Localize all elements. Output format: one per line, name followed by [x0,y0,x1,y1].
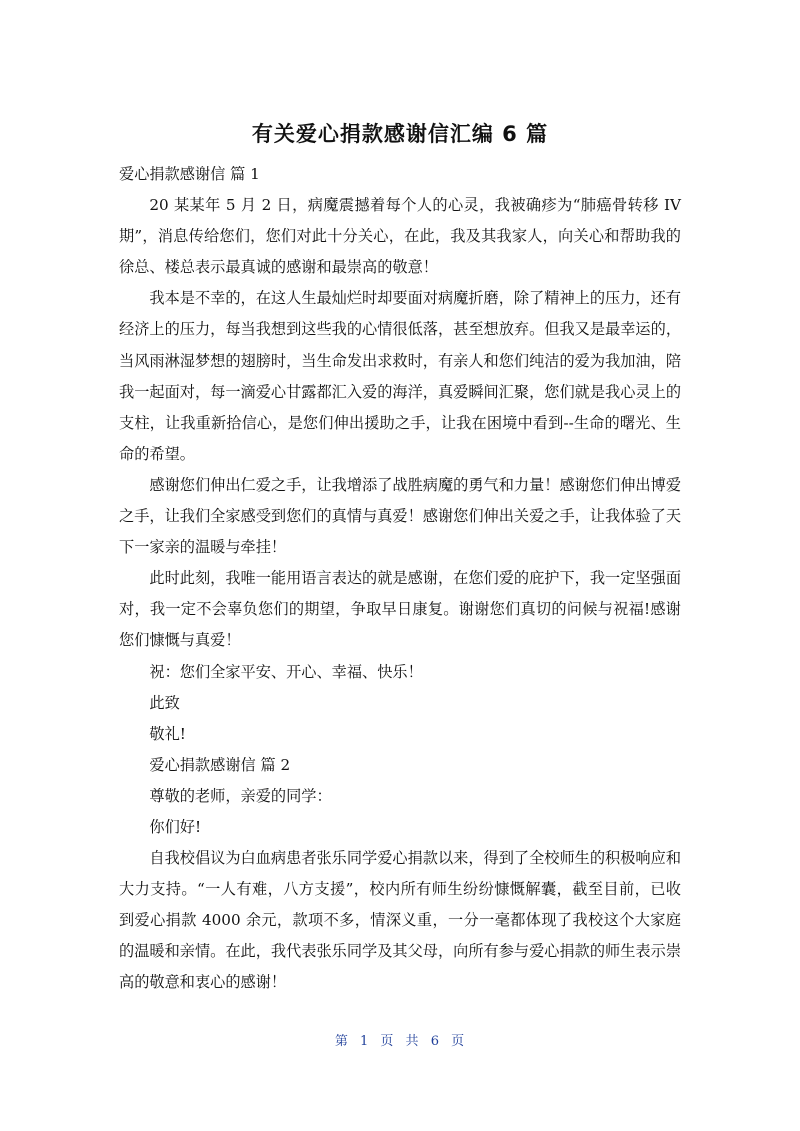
body-paragraph: 感谢您们伸出仁爱之手，让我增添了战胜病魔的勇气和力量！感谢您们伸出博爱之手，让我们全家感受到您们的真情与真爱！感谢您们伸出关爱之手，让我体验了天下一家亲的温暖与牵挂！ [119,475,681,557]
page-footer: 第 1 页 共 6 页 [334,1034,466,1049]
body-paragraph: 自我校倡议为白血病患者张乐同学爱心捐款以来，得到了全校师生的积极响应和大力支持。“一人有难，八方支援”，校内所有师生纷纷慷慨解囊，截至目前，已收到爱心捐款 4000 余元，款项不多，情深义重，一分一毫都体现了我校这个大家庭的温暖和亲情。在此，我代表张乐同学及其父母，向所有参与爱心捐款的师生表示崇高的敬意和衷心的感谢！ [119,849,681,992]
document-title: 有关爱心捐款感谢信汇编 6 篇 [251,122,549,146]
body-paragraph: 爱心捐款感谢信 篇 2 [149,755,291,774]
document-body [119,159,681,999]
body-paragraph: 尊敬的老师，亲爱的同学： [149,786,332,805]
body-paragraph: 我本是不幸的，在这人生最灿烂时却要面对病魔折磨，除了精神上的压力，还有经济上的压力，每当我想到这些我的心情很低落，甚至想放弃。但我又是最幸运的，当风雨淋湿梦想的翅膀时，当生命发出求救时，有亲人和您们纯洁的爱为我加油，陪我一起面对，每一滴爱心甘露都汇入爱的海洋，真爱瞬间汇聚，您们就是我心灵上的支柱，让我重新拾信心，是您们伸出援助之手，让我在困境中看到--生命的曙光、生命的希望。 [119,289,681,463]
body-paragraph: 此致 [149,693,180,712]
body-paragraph: 你们好! [149,817,202,836]
body-paragraph: 敬礼! [149,724,186,743]
body-paragraph: 祝：您们全家平安、开心、幸福、快乐！ [149,662,423,681]
body-paragraph: 此时此刻，我唯一能用语言表达的就是感谢，在您们爱的庇护下，我一定坚强面对，我一定不会辜负您们的期望，争取早日康复。谢谢您们真切的问候与祝福!感谢您们慷慨与真爱！ [119,569,681,650]
section-heading: 爱心捐款感谢信 篇 1 [119,165,260,183]
body-paragraph: 20 某某年 5 月 2 日，病魔震撼着每个人的心灵，我被确疹为“肺癌骨转移 IV 期”，消息传给您们，您们对此十分关心，在此，我及其我家人，向关心和帮助我的徐总、楼总表示最真诚的感谢和最崇高的敬意！ [119,196,681,277]
